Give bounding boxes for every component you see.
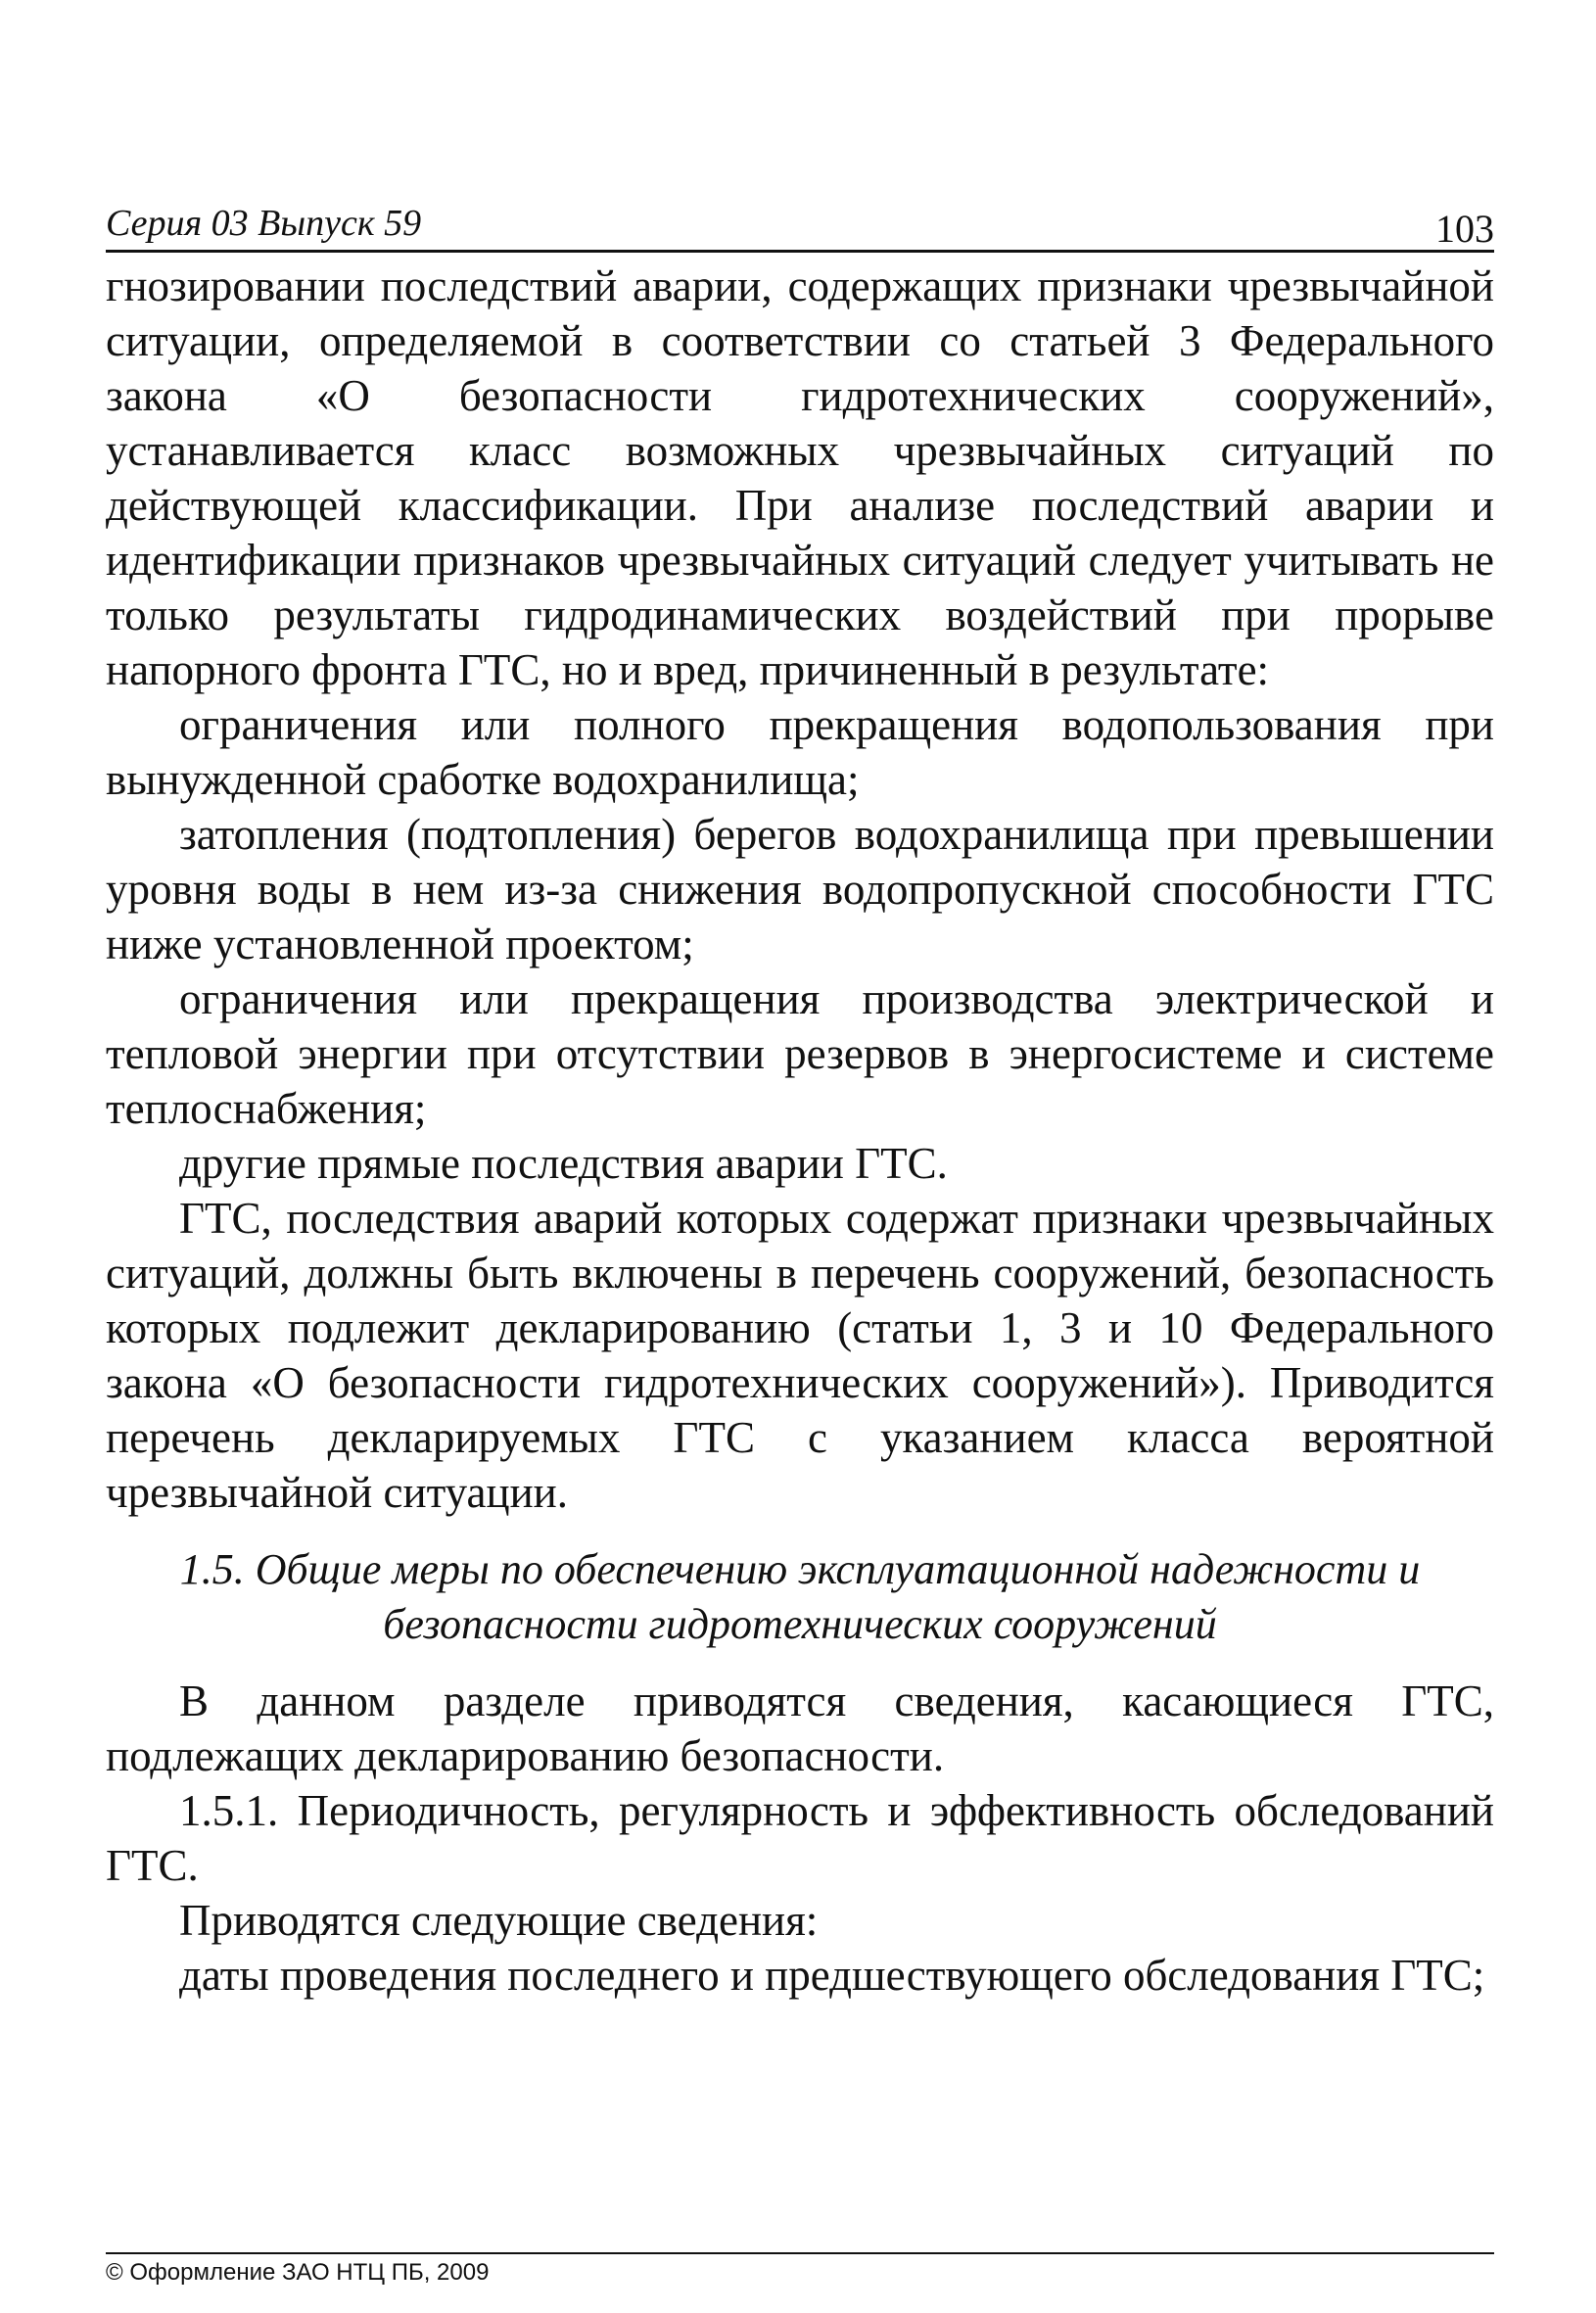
paragraph: 1.5.1. Периодичность, регулярность и эффективность обследований ГТС. (106, 1786, 1494, 1890)
paragraph: другие прямые последствия аварии ГТС. (179, 1139, 948, 1188)
paragraph: ограничения или полного прекращения водопользования при вынужденной сработке водохранилища; (106, 700, 1494, 804)
paragraph: ГТС, последствия аварий которых содержат признаки чрезвычайных ситуаций, должны быть включены в перечень сооружений, безопасность которых подлежит декларированию (статьи 1, 3 и 10 Федерального закона «О безопасности гидротехнических сооружений»). Приводится перечень декларируемых ГТС с указанием класса вероятной чрезвычайной ситуации. (106, 1194, 1494, 1517)
body-text (106, 259, 1494, 2003)
footer (106, 2252, 1494, 2288)
paragraph: ограничения или прекращения производства электрической и тепловой энергии при отсутствии резервов в энергосистеме и системе теплоснабжения; (106, 974, 1494, 1133)
paragraph: В данном разделе приводятся сведения, касающиеся ГТС, подлежащих декларированию безопасности. (106, 1676, 1494, 1780)
copyright-notice: © Оформление ЗАО НТЦ ПБ, 2009 (106, 2259, 490, 2286)
paragraph: даты проведения последнего и предшествующего обследования ГТС; (179, 1951, 1485, 2000)
running-head (106, 201, 1494, 253)
paragraph: Приводятся следующие сведения: (179, 1896, 819, 1945)
section-heading (106, 1542, 1494, 1652)
paragraph-continuation: гнозировании последствий аварии, содержащих признаки чрезвычайной ситуации, определяемой в соответствии со статьей 3 Федерального закона «О безопасности гидротехнических сооружений», устанавливается класс возможных чрезвычайных ситуаций по действующей классификации. При анализе последствий аварии и идентификации признаков чрезвычайных ситуаций следует учитывать не только результаты гидродинамических воздействий при прорыве напорного фронта ГТС, но и вред, причиненный в результате: (106, 261, 1494, 694)
page-number: 103 (1435, 207, 1494, 251)
paragraph: затопления (подтопления) берегов водохранилища при превышении уровня воды в нем из-за снижения водопропускной способности ГТС ниже установленной проектом; (106, 810, 1494, 968)
section-heading-line: безопасности гидротехнических сооружений (383, 1600, 1217, 1648)
series-issue-label: Серия 03 Выпуск 59 (106, 203, 422, 244)
page (106, 201, 1494, 2003)
section-heading-line: 1.5. Общие меры по обеспечению эксплуатационной надежности и (179, 1545, 1421, 1593)
